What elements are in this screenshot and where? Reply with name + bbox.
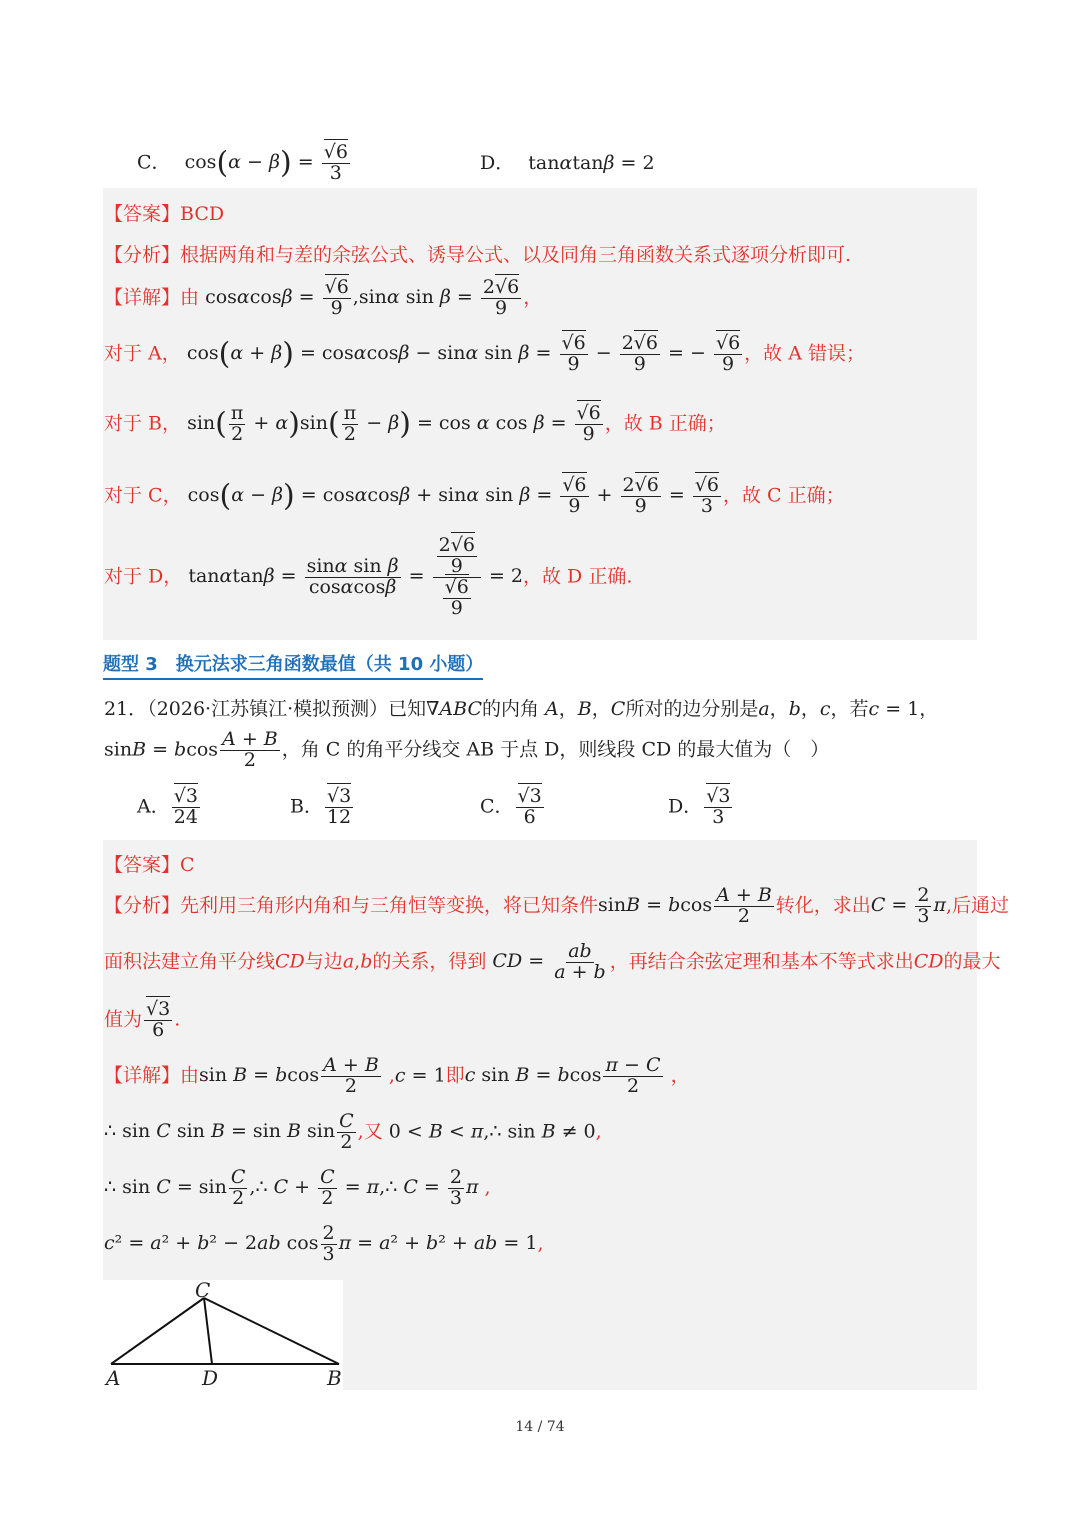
triangle-figure: [103, 1280, 343, 1390]
analysis-part2: 转化，求出: [775, 894, 871, 917]
analysis-text: 根据两角和与差的余弦公式、诱导公式、以及同角三角函数关系式逐项分析即可.: [180, 244, 852, 266]
q20-analysis: [104, 240, 851, 267]
q20-for-d: 对于 D， tanαtanβ = $\frac{\text{sinα sin β}}{\cos\alpha\cos\beta}$ = $\frac{2√ 6}{9}$ √ $\frac{6}{9}$ = 2，故 D 正确.: [104, 536, 632, 619]
label-c: C: [195, 1278, 211, 1302]
option-c-label: C．: [137, 151, 171, 174]
detail-label: 【详解】: [104, 286, 181, 309]
option-d-label-21: D．: [668, 795, 703, 818]
q21-detail-line4: c² = a² + b² − 2ab cos $\frac{2}{3}$ π = a² + b² + ab = 1,: [104, 1222, 544, 1265]
detail-you: 又: [363, 1120, 383, 1143]
stem-part2: 的内角: [482, 698, 540, 720]
q20-for-c: 对于 C， cos(α − β) = cosαcosβ + sinα sin β = √ $\frac{6}{9}$ + $\frac{2√ 6}{9}$ = √ $\frac{6}{3}$ ，故 C 正确；: [104, 476, 845, 517]
side-cb: [204, 1298, 339, 1364]
bisector-cd: [204, 1298, 212, 1364]
q21-option-d: D． √ $\frac{3}{3}$: [668, 787, 734, 828]
q21-source: （2026·江苏镇江·模拟预测）: [147, 698, 389, 720]
for-d-label: 对于 D，: [104, 565, 183, 588]
option-c: C． cos(α − β) = √ $\frac{6}{3}$: [137, 143, 352, 184]
side-ac: [111, 1298, 204, 1364]
label-b: B: [327, 1366, 342, 1390]
q21-number: 21．: [104, 698, 148, 720]
analysis-label-21: 【分析】: [104, 894, 181, 917]
analysis-line2-d: ，再结合余弦定理和基本不等式求出: [609, 950, 914, 973]
q21-stem-line2: sinB = bcos $\frac{A + B}{2}$ ，角 C 的角平分线交 AB 于点 D，则线段 CD 的最大值为（ ）: [104, 728, 830, 771]
stem-part4: ，若: [830, 698, 869, 720]
stem-line2: ，角 C 的角平分线交 AB 于点 D，则线段 CD 的最大值为（ ）: [281, 738, 830, 761]
option-c-label-21: C．: [480, 795, 514, 818]
answer-label: 【答案】: [104, 203, 181, 225]
detail-prefix: 由: [180, 286, 200, 309]
q21-option-a: A． √ $\frac{3}{24}$: [137, 787, 202, 828]
answer-value: BCD: [180, 203, 225, 225]
page-number: 14 / 74: [515, 1419, 565, 1435]
q20-detail: 【详解】由 cosαcosβ = √ $\frac{6}{9}$ ,sinα sin β = $\frac{2√ 6}{9}$ ，: [104, 278, 542, 319]
q21-answer: [104, 850, 195, 877]
analysis-line2-a: 面积法建立角平分线: [104, 950, 276, 973]
q20-answer: [104, 199, 224, 226]
label-d: D: [202, 1366, 219, 1390]
q21-stem-line1: 21．（2026·江苏镇江·模拟预测）已知∇ABC的内角 A，B，C所对的边分别是a，b，c，若c = 1，: [104, 698, 939, 720]
for-c-label: 对于 C，: [104, 484, 182, 507]
q21-option-b: B． √ $\frac{3}{12}$: [290, 787, 355, 828]
option-d-label: D．: [480, 152, 515, 174]
label-a: A: [106, 1366, 121, 1390]
analysis-label: 【分析】: [104, 244, 181, 266]
analysis-line3: 值为: [104, 1008, 143, 1031]
for-a-label: 对于 A，: [104, 342, 181, 365]
option-b-label: B．: [290, 795, 323, 818]
q21-detail-line3: ∴ sin C = sin $\frac{C}{2}$ ,∴ C + $\frac{C}{2}$ = π,∴ C = $\frac{2}{3}$ π ,: [104, 1166, 491, 1209]
analysis-part3: ,后通过: [945, 894, 1009, 917]
q21-detail-line2: ∴ sin C sin B = sin B sin $\frac{C}{2}$ ,又 0 < B < π,∴ sin B ≠ 0,: [104, 1110, 602, 1153]
for-c-result: ，故 C 正确；: [723, 484, 845, 507]
for-d-result: ，故 D 正确.: [523, 565, 633, 588]
for-a-result: ，故 A 错误；: [744, 342, 865, 365]
for-b-result: ，故 B 正确；: [604, 412, 726, 435]
analysis-line2-c: 的关系，得到: [372, 950, 487, 973]
q20-for-b: 对于 B， sin( $\frac{\pi}{2}$ + α)sin( $\frac{\pi}{2}$ − β) = cos α cos β = √ $\frac{6}{9}$ ，故 B 正确；: [104, 404, 726, 445]
option-d: D． tanαtanβ = 2: [480, 152, 655, 174]
analysis-part1: 先利用三角形内角和与三角恒等变换，将已知条件: [180, 894, 599, 917]
detail-prefix-21: 由: [180, 1064, 200, 1087]
q21-analysis-line2: 面积法建立角平分线CD与边a,b的关系，得到 CD = $\frac{ab}{a + b}$ ，再结合余弦定理和基本不等式求出CD的最大: [104, 940, 1001, 983]
q21-detail-line1: 【详解】由sin B = bcos $\frac{A + B}{2}$ ,c = 1即c sin B = bcos $\frac{\pi - C}{2}$ ，: [104, 1054, 690, 1097]
stem-part1: 已知: [388, 698, 427, 720]
q21-analysis-line1: 【分析】先利用三角形内角和与三角恒等变换，将已知条件sinB = bcos $\frac{A + B}{2}$ 转化，求出C = $\frac{2}{3}$ π,后通过: [104, 884, 1009, 927]
analysis-line2-e: 的最大: [943, 950, 1001, 973]
detail-label-21: 【详解】: [104, 1064, 181, 1087]
detail-ji: 即: [445, 1064, 465, 1087]
q21-option-c: C． √ $\frac{3}{6}$: [480, 787, 546, 828]
section-heading: 题型 3 换元法求三角函数最值（共 10 小题）: [103, 650, 483, 680]
for-b-label: 对于 B，: [104, 412, 182, 435]
option-a-label: A．: [137, 795, 170, 818]
q21-analysis-line3: 值为 √ $\frac{3}{6}$ .: [104, 1000, 180, 1041]
answer-label-21: 【答案】: [104, 854, 181, 876]
answer-value-21: C: [180, 854, 195, 876]
triangle-diagram: [103, 1280, 343, 1390]
q20-for-a: 对于 A， cos(α + β) = cosαcosβ − sinα sin β = √ $\frac{6}{9}$ − $\frac{2√ 6}{9}$ = − √ $\frac{6}{9}$ ，故 A 错误；: [104, 334, 865, 375]
analysis-line2-b: 与边: [304, 950, 343, 973]
stem-part3: 所对的边分别是: [625, 698, 759, 720]
